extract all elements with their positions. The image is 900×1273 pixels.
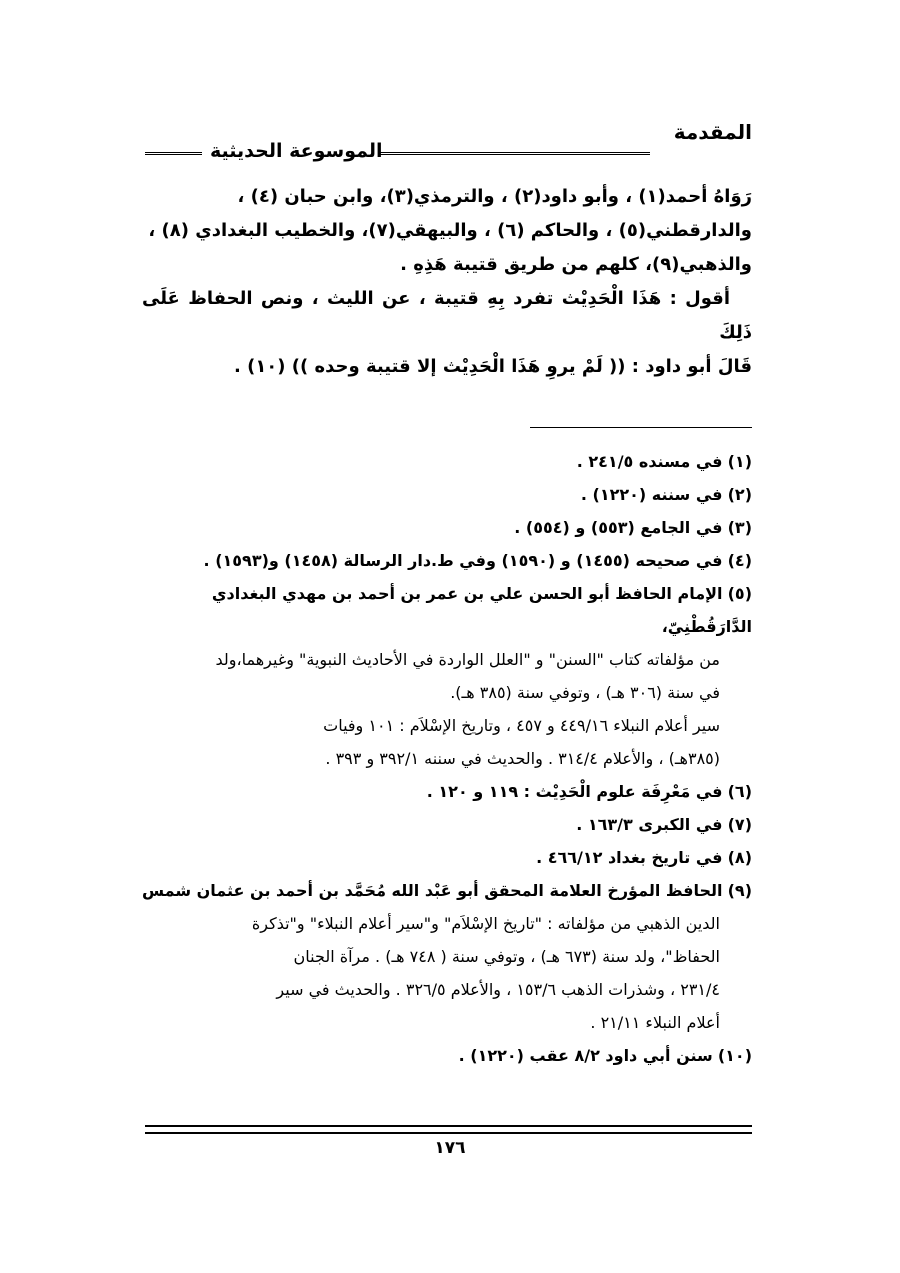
footnote-continuation: سير أعلام النبلاء ٤٤٩/١٦ و ٤٥٧ ، وتاريخ الإسْلاَم : ١٠١ وفيات	[323, 716, 720, 735]
footnote-number: (٧)	[727, 815, 752, 834]
footnote-text: في تاريخ بغداد ٤٦٦/١٢ .	[536, 848, 723, 867]
page-number: ١٧٦	[434, 1138, 466, 1158]
footnote-continuation: أعلام النبلاء ٢١/١١ .	[590, 1013, 720, 1032]
footnote-continuation: ٢٣١/٤ ، وشذرات الذهب ١٥٣/٦ ، والأعلام ٣٢٦/٥ . والحديث في سير	[276, 980, 720, 999]
footnote-continuation: الحفاظ"، ولد سنة (٦٧٣ هـ) ، وتوفي سنة ( ٧٤٨ هـ) . مرآة الجنان	[293, 947, 720, 966]
header-rule-right	[380, 152, 650, 159]
footnote-number: (٤)	[727, 551, 752, 570]
footnote	[142, 544, 752, 577]
footnote-number: (٣)	[727, 518, 752, 537]
footnote-text: سنن أبي داود ٨/٢ عقب (١٢٢٠) .	[458, 1046, 713, 1065]
footnote-continuation: (٣٨٥هـ) ، والأعلام ٣١٤/٤ . والحديث في سننه ٣٩٢/١ و ٣٩٣ .	[325, 749, 720, 768]
footnote-continuation: من مؤلفاته كتاب "السنن" و "العلل الواردة في الأحاديث النبوية" وغيرهما،ولد	[215, 650, 720, 669]
footnote	[142, 841, 752, 874]
footnote-text: في صحيحه (١٤٥٥) و (١٥٩٠) وفي ط.دار الرسالة (١٤٥٨) و(١٥٩٣) .	[203, 551, 723, 570]
bottom-rule	[145, 1125, 752, 1134]
footnotes	[142, 445, 752, 1072]
footnote-number: (٩)	[727, 881, 752, 900]
footnote-number: (٢)	[727, 485, 752, 504]
footnote-text: في سننه (١٢٢٠) .	[580, 485, 723, 504]
main-line: والدارقطني(٥) ، والحاكم (٦) ، والبيهقي(٧)، والخطيب البغدادي (٨) ،	[148, 220, 752, 241]
footnote-number: (١٠)	[717, 1046, 752, 1065]
footnote-number: (١)	[727, 452, 752, 471]
main-line: أقول : هَذَا الْحَدِيْث تفرد بِهِ قتيبة ، عن الليث ، ونص الحفاظ عَلَى ذَلِكَ	[142, 288, 752, 343]
footnote-text: الحافظ المؤرخ العلامة المحقق أبو عَبْد الله مُحَمَّد بن أحمد بن عثمان شمس	[141, 881, 723, 900]
footnote-text: في مسنده ٢٤١/٥ .	[576, 452, 723, 471]
footnote	[142, 445, 752, 478]
footnote-number: (٥)	[727, 584, 752, 603]
footnote	[142, 775, 752, 808]
footnote	[142, 874, 752, 907]
footnote-continuation: الدين الذهبي من مؤلفاته : "تاريخ الإسْلاَم" و"سير أعلام النبلاء" و"تذكرة	[251, 914, 720, 933]
footnote	[142, 511, 752, 544]
main-line: رَوَاهُ أحمد(١) ، وأبو داود(٢) ، والترمذي(٣)، وابن حبان (٤) ،	[237, 186, 752, 207]
footnote	[142, 577, 752, 643]
footnote	[142, 808, 752, 841]
footnote	[142, 478, 752, 511]
header-rule-left	[145, 152, 202, 159]
section-title: المقدمة	[673, 120, 752, 144]
footnote-text: في الجامع (٥٥٣) و (٥٥٤) .	[514, 518, 723, 537]
footnote-text: في الكبرى ١٦٣/٣ .	[576, 815, 723, 834]
footnote-number: (٨)	[727, 848, 752, 867]
footnote-text: في مَعْرِفَة علوم الْحَدِيْث : ١١٩ و ١٢٠ .	[426, 782, 723, 801]
footnote	[142, 1039, 752, 1072]
footnote-number: (٦)	[727, 782, 752, 801]
page-header	[145, 120, 752, 165]
main-line: قَالَ أبو داود : (( لَمْ يروِ هَذَا الْحَدِيْث إلا قتيبة وحده )) (١٠) .	[233, 356, 752, 377]
main-line: والذهبي(٩)، كلهم من طريق قتيبة هَذِهِ .	[400, 254, 752, 275]
footnote-continuation: في سنة (٣٠٦ هـ) ، وتوفي سنة (٣٨٥ هـ).	[450, 683, 720, 702]
main-text	[142, 180, 752, 384]
footnote-text: الإمام الحافظ أبو الحسن علي بن عمر بن أحمد بن مهدي البغدادي الدَّارَقُطْنِيّ،	[211, 584, 752, 636]
book-title: الموسوعة الحديثية	[210, 140, 383, 162]
footnote-separator	[530, 427, 752, 428]
